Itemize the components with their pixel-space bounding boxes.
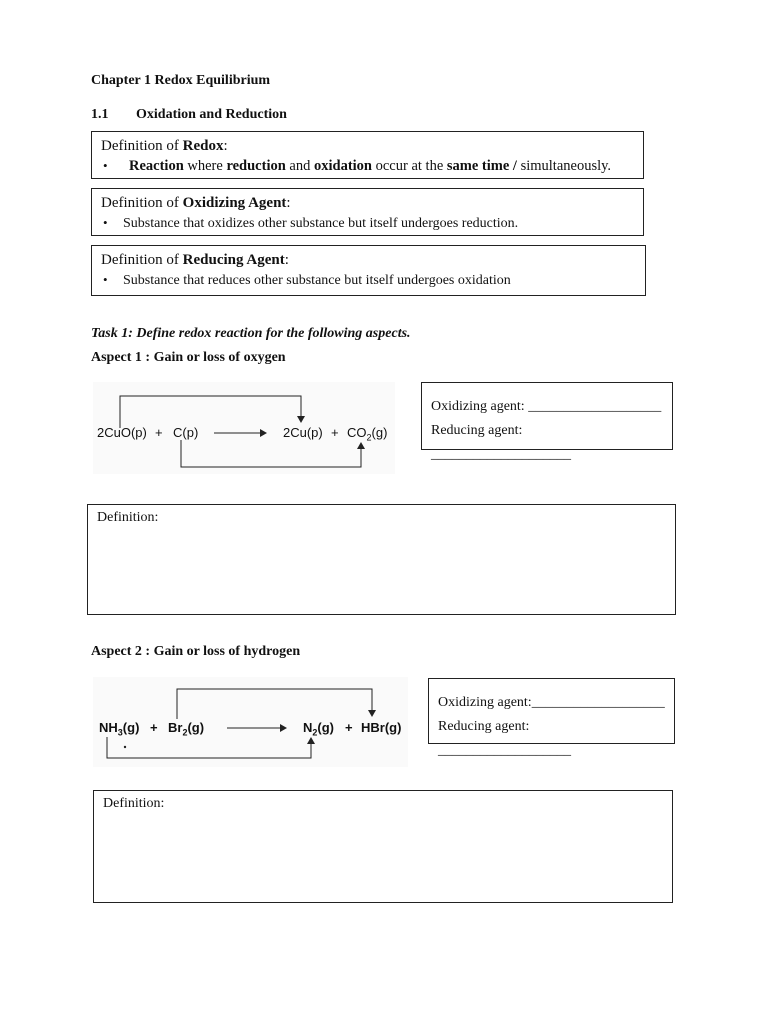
aspect2-reactant-nh3: $NH_3(g)$ — [99, 720, 140, 738]
aspect1-plus-2: + — [331, 425, 339, 440]
aspect2-plus-1: + — [150, 720, 158, 735]
reducing-agent-definition-bullet: • Substance that reduces other substance but itself undergoes oxidation — [103, 272, 511, 288]
reducing-agent-definition-box — [91, 245, 646, 296]
bullet-icon: • — [103, 215, 108, 230]
aspect1-equation-figure — [93, 382, 395, 474]
oxidizing-agent-definition-bullet: • Substance that oxidizes other substance but itself undergoes reduction. — [103, 215, 519, 231]
aspect1-plus-1: + — [155, 425, 163, 440]
bullet-icon: • — [103, 272, 108, 287]
oxidizing-agent-definition-box — [91, 188, 644, 236]
aspect2-title: Aspect 2 : Gain or loss of hydrogen — [91, 644, 301, 659]
aspect2-product-n2: $N_2(g)$ — [303, 720, 335, 738]
oxidizing-agent-definition-heading: Definition of Oxidizing Agent: — [101, 195, 291, 211]
aspect1-agent-box — [421, 382, 673, 462]
chapter-title: Chapter 1 Redox Equilibrium — [91, 73, 271, 88]
aspect2-product-hbr: HBr(g) — [361, 720, 402, 735]
aspect1-title: Aspect 1 : Gain or loss of oxygen — [91, 350, 286, 365]
aspect2-equation-figure — [93, 677, 408, 767]
section-number: 1.1 — [91, 107, 109, 122]
aspect2-plus-2: + — [345, 720, 353, 735]
redox-definition-box — [91, 131, 644, 179]
redox-term: Redox — [182, 138, 224, 154]
aspect1-definition-label: Definition: — [97, 510, 159, 525]
aspect2-definition-label: Definition: — [103, 796, 165, 811]
aspect2-reducing-agent-field[interactable]: Reducing agent: ___________________ — [438, 719, 571, 758]
aspect1-reducing-agent-field[interactable]: Reducing agent: ____________________ — [431, 423, 571, 462]
aspect1-definition-box[interactable] — [87, 504, 676, 615]
redox-definition-bullet: • Reaction where reduction and oxidation occur at the same time / simultaneously. — [103, 158, 612, 174]
aspect2-oxidizing-agent-field[interactable]: Oxidizing agent:___________________ — [438, 695, 665, 710]
aspect1-reactant-cuo: 2CuO(p) — [97, 425, 147, 440]
section-title: Oxidation and Reduction — [136, 107, 287, 122]
bullet-icon: • — [103, 158, 108, 173]
redox-definition-heading: Definition of Redox: — [101, 138, 228, 154]
aspect2-definition-box[interactable] — [93, 790, 673, 903]
reducing-agent-definition-heading: Definition of Reducing Agent: — [101, 252, 289, 268]
aspect1-oxidizing-agent-field[interactable]: Oxidizing agent: ___________________ — [431, 399, 662, 414]
aspect1-product-co2: $CO_2(g)$ — [347, 425, 388, 443]
aspect2-agent-box — [428, 678, 675, 758]
aspect2-reactant-br2: $Br_2(g)$ — [168, 720, 205, 738]
aspect1-product-cu: 2Cu(p) — [283, 425, 323, 440]
task-heading: Task 1: Define redox reaction for the following aspects. — [91, 326, 411, 341]
aspect1-reactant-c: C(p) — [173, 425, 199, 440]
